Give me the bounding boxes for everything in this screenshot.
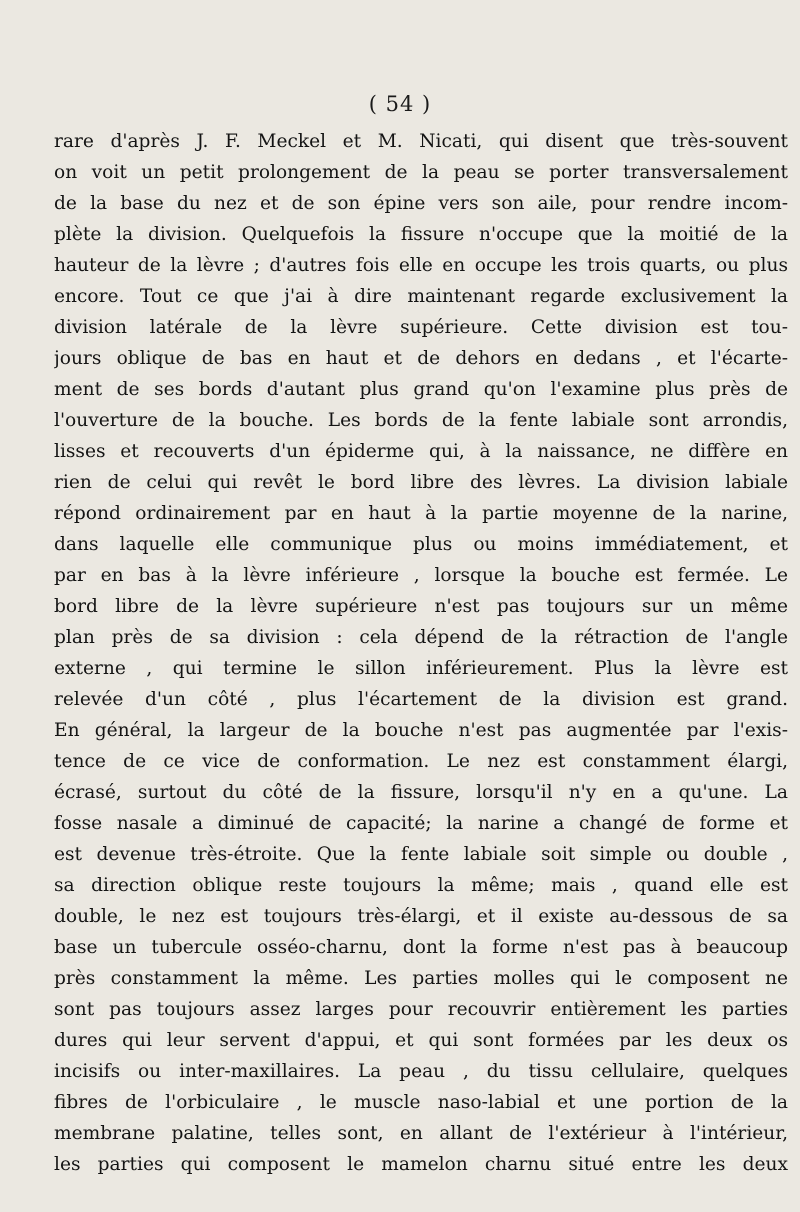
text-line: incisifs ou inter-maxillaires. La peau , du tissu cellulaire, quelques [54,1061,788,1082]
text-line: membrane palatine, telles sont, en allant de l'extérieur à l'intérieur, [54,1123,788,1144]
text-line: sont pas toujours assez larges pour recouvrir entièrement les parties [54,999,788,1020]
text-line: ment de ses bords d'autant plus grand qu'on l'examine plus près de [54,379,788,400]
text-line: encore. Tout ce que j'ai à dire maintenant regarde exclusivement la [54,286,788,307]
text-line: les parties qui composent le mamelon charnu situé entre les deux [54,1154,788,1175]
text-line: fibres de l'orbiculaire , le muscle naso-labial et une portion de la [54,1092,788,1113]
text-line: plan près de sa division : cela dépend de la rétraction de l'angle [54,627,788,648]
text-line: En général, la largeur de la bouche n'est pas augmentée par l'exis- [54,720,788,741]
text-line: base un tubercule osséo-charnu, dont la forme n'est pas à beaucoup [54,937,788,958]
text-line: répond ordinairement par en haut à la partie moyenne de la narine, [54,503,788,524]
text-line: double, le nez est toujours très-élargi, et il existe au-dessous de sa [54,906,788,927]
text-line: rien de celui qui revêt le bord libre des lèvres. La division labiale [54,472,788,493]
text-line: est devenue très-étroite. Que la fente labiale soit simple ou double , [54,844,788,865]
text-line: dans laquelle elle communique plus ou moins immédiatement, et [54,534,788,555]
text-line: plète la division. Quelquefois la fissure n'occupe que la moitié de la [54,224,788,245]
text-line: on voit un petit prolongement de la peau se porter transversalement [54,162,788,183]
text-line: jours oblique de bas en haut et de dehors en dedans , et l'écarte- [54,348,788,369]
page-number: ( 54 ) [368,92,432,116]
text-line: division latérale de la lèvre supérieure. Cette division est tou- [54,317,788,338]
text-line: externe , qui termine le sillon inférieurement. Plus la lèvre est [54,658,788,679]
text-line: sa direction oblique reste toujours la même; mais , quand elle est [54,875,788,896]
text-line: relevée d'un côté , plus l'écartement de la division est grand. [54,689,788,710]
text-line: rare d'après J. F. Meckel et M. Nicati, qui disent que très-souvent [54,131,788,152]
text-line: fosse nasale a diminué de capacité; la narine a changé de forme et [54,813,788,834]
body-text [54,126,788,1180]
text-line: par en bas à la lèvre inférieure , lorsque la bouche est fermée. Le [54,565,788,586]
text-line: écrasé, surtout du côté de la fissure, lorsqu'il n'y en a qu'une. La [54,782,788,803]
text-line: hauteur de la lèvre ; d'autres fois elle en occupe les trois quarts, ou plus [54,255,788,276]
text-line: tence de ce vice de conformation. Le nez est constamment élargi, [54,751,788,772]
text-line: bord libre de la lèvre supérieure n'est pas toujours sur un même [54,596,788,617]
text-line: l'ouverture de la bouche. Les bords de la fente labiale sont arrondis, [54,410,788,431]
text-line: de la base du nez et de son épine vers son aile, pour rendre incom- [54,193,788,214]
text-line: lisses et recouverts d'un épiderme qui, à la naissance, ne diffère en [54,441,788,462]
text-line: dures qui leur servent d'appui, et qui sont formées par les deux os [54,1030,788,1051]
text-line: près constamment la même. Les parties molles qui le composent ne [54,968,788,989]
